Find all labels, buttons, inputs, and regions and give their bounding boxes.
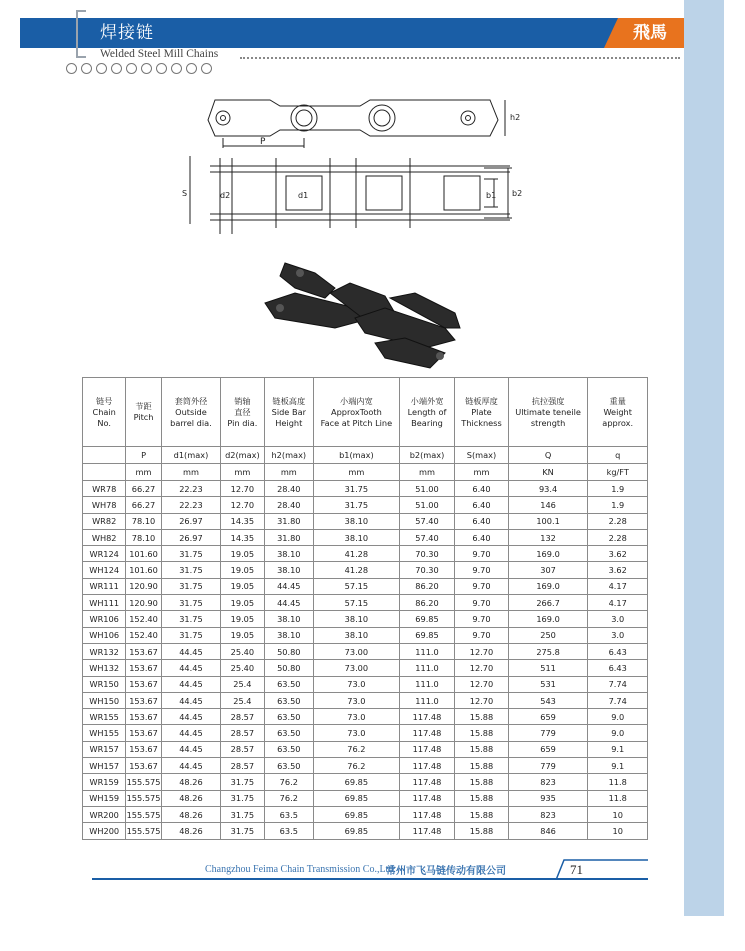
chain-no-cell: WH132: [83, 660, 126, 676]
table-cell: 153.67: [126, 741, 161, 757]
table-cell: 9.0: [588, 709, 648, 725]
table-cell: 31.75: [221, 806, 264, 822]
table-cell: 15.88: [455, 709, 508, 725]
table-cell: 132: [508, 529, 588, 545]
table-cell: 9.70: [455, 611, 508, 627]
table-cell: 117.48: [399, 790, 454, 806]
table-cell: 38.10: [314, 627, 400, 643]
table-cell: 69.85: [314, 790, 400, 806]
col-header-chain-no: 链号 Chain No.: [83, 378, 126, 447]
table-cell: 31.75: [161, 546, 221, 562]
table-row: [83, 481, 648, 497]
unit-cell: mm: [161, 464, 221, 481]
table-cell: 9.1: [588, 741, 648, 757]
table-cell: 111.0: [399, 692, 454, 708]
unit-cell: mm: [126, 464, 161, 481]
table-cell: 4.17: [588, 578, 648, 594]
table-cell: 531: [508, 676, 588, 692]
table-cell: 111.0: [399, 676, 454, 692]
table-cell: 26.97: [161, 529, 221, 545]
col-header-pin-dia: 销轴 直径 Pin dia.: [221, 378, 264, 447]
table-cell: 44.45: [161, 758, 221, 774]
chain-no-cell: WR111: [83, 578, 126, 594]
symbol-cell: h2(max): [264, 447, 313, 464]
table-cell: 66.27: [126, 497, 161, 513]
table-cell: 153.67: [126, 725, 161, 741]
table-cell: 15.88: [455, 806, 508, 822]
table-cell: 117.48: [399, 823, 454, 839]
table-cell: 63.50: [264, 692, 313, 708]
table-cell: 31.80: [264, 513, 313, 529]
table-cell: 19.05: [221, 578, 264, 594]
table-row: [83, 692, 648, 708]
table-cell: 28.40: [264, 481, 313, 497]
table-cell: 3.0: [588, 611, 648, 627]
dotted-rule: [240, 57, 680, 59]
table-row: [83, 627, 648, 643]
table-cell: 9.0: [588, 725, 648, 741]
table-cell: 12.70: [455, 660, 508, 676]
table-cell: 15.88: [455, 725, 508, 741]
table-cell: 1.9: [588, 497, 648, 513]
table-cell: 9.70: [455, 562, 508, 578]
table-cell: 2.28: [588, 513, 648, 529]
table-cell: 111.0: [399, 660, 454, 676]
symbol-cell: b2(max): [399, 447, 454, 464]
table-cell: 12.70: [221, 497, 264, 513]
table-row: [83, 660, 648, 676]
chain-no-cell: WH155: [83, 725, 126, 741]
table-cell: 6.40: [455, 497, 508, 513]
table-cell: 9.70: [455, 627, 508, 643]
table-cell: 6.40: [455, 529, 508, 545]
chain-no-cell: WH159: [83, 790, 126, 806]
table-cell: 10: [588, 806, 648, 822]
chain-no-cell: WR124: [83, 546, 126, 562]
table-cell: 152.40: [126, 611, 161, 627]
col-header-plate-thickness: 链板厚度 Plate Thickness: [455, 378, 508, 447]
chain-no-cell: WR132: [83, 643, 126, 659]
table-cell: 69.85: [314, 823, 400, 839]
table-row: [83, 562, 648, 578]
table-cell: 41.28: [314, 562, 400, 578]
table-cell: 117.48: [399, 774, 454, 790]
table-row: [83, 676, 648, 692]
table-row: [83, 806, 648, 822]
table-cell: 101.60: [126, 546, 161, 562]
chain-no-cell: WH200: [83, 823, 126, 839]
table-cell: 38.10: [314, 529, 400, 545]
table-cell: 50.80: [264, 643, 313, 659]
table-cell: 152.40: [126, 627, 161, 643]
table-cell: 9.70: [455, 595, 508, 611]
chain-no-cell: WR200: [83, 806, 126, 822]
table-cell: 63.50: [264, 709, 313, 725]
table-cell: 169.0: [508, 578, 588, 594]
table-cell: 100.1: [508, 513, 588, 529]
table-cell: 63.50: [264, 725, 313, 741]
table-cell: 146: [508, 497, 588, 513]
table-row: [83, 497, 648, 513]
table-cell: 44.45: [161, 692, 221, 708]
table-cell: 73.0: [314, 709, 400, 725]
table-cell: 51.00: [399, 497, 454, 513]
chain-no-cell: WR78: [83, 481, 126, 497]
table-row: [83, 823, 648, 839]
table-cell: 76.2: [314, 758, 400, 774]
table-cell: 6.40: [455, 513, 508, 529]
table-cell: 69.85: [314, 774, 400, 790]
table-cell: 57.40: [399, 529, 454, 545]
table-cell: 44.45: [161, 660, 221, 676]
table-cell: 153.67: [126, 643, 161, 659]
table-cell: 63.50: [264, 676, 313, 692]
chain-no-cell: WH150: [83, 692, 126, 708]
table-cell: 66.27: [126, 481, 161, 497]
table-cell: 155.575: [126, 806, 161, 822]
table-cell: 44.45: [161, 643, 221, 659]
table-cell: 31.75: [161, 562, 221, 578]
table-cell: 155.575: [126, 790, 161, 806]
col-header-pitch: 节距 Pitch: [126, 378, 161, 447]
table-cell: 117.48: [399, 709, 454, 725]
table-cell: 22.23: [161, 481, 221, 497]
chain-no-cell: WR155: [83, 709, 126, 725]
table-cell: 76.2: [264, 790, 313, 806]
table-row: [83, 774, 648, 790]
table-cell: 2.28: [588, 529, 648, 545]
header-bracket: [76, 10, 86, 58]
col-header-side-bar-height: 链板高度 Side Bar Height: [264, 378, 313, 447]
table-cell: 111.0: [399, 643, 454, 659]
table-cell: 44.45: [264, 595, 313, 611]
table-cell: 31.80: [264, 529, 313, 545]
table-cell: 266.7: [508, 595, 588, 611]
table-row: [83, 643, 648, 659]
table-cell: 28.57: [221, 741, 264, 757]
table-cell: 3.62: [588, 562, 648, 578]
table-cell: 10: [588, 823, 648, 839]
table-cell: 86.20: [399, 595, 454, 611]
table-cell: 15.88: [455, 774, 508, 790]
table-cell: 9.1: [588, 758, 648, 774]
table-cell: 19.05: [221, 611, 264, 627]
label-b2: b2: [512, 189, 523, 198]
table-cell: 31.75: [221, 790, 264, 806]
col-header-outside-barrel: 套筒外径 Outside barrel dia.: [161, 378, 221, 447]
decorative-circles: [66, 63, 212, 74]
table-cell: 823: [508, 774, 588, 790]
table-cell: 9.70: [455, 578, 508, 594]
label-d2: d2: [220, 191, 231, 200]
chain-no-cell: WH124: [83, 562, 126, 578]
table-cell: 70.30: [399, 546, 454, 562]
table-cell: 48.26: [161, 823, 221, 839]
table-cell: 25.40: [221, 660, 264, 676]
table-cell: 38.10: [314, 513, 400, 529]
table-cell: 78.10: [126, 529, 161, 545]
symbol-cell: P: [126, 447, 161, 464]
page-subtitle: Welded Steel Mill Chains: [100, 48, 219, 60]
table-cell: 73.00: [314, 643, 400, 659]
table-cell: 44.45: [161, 725, 221, 741]
table-cell: 31.75: [221, 823, 264, 839]
chain-no-cell: WR82: [83, 513, 126, 529]
table-cell: 12.70: [455, 643, 508, 659]
table-cell: 73.0: [314, 692, 400, 708]
table-cell: 25.4: [221, 676, 264, 692]
table-cell: 3.62: [588, 546, 648, 562]
table-cell: 19.05: [221, 595, 264, 611]
table-cell: 50.80: [264, 660, 313, 676]
chain-no-cell: WR106: [83, 611, 126, 627]
table-cell: 69.85: [314, 806, 400, 822]
table-cell: 15.88: [455, 741, 508, 757]
chain-no-cell: WH106: [83, 627, 126, 643]
table-cell: 28.57: [221, 725, 264, 741]
table-cell: 57.40: [399, 513, 454, 529]
table-cell: 14.35: [221, 513, 264, 529]
table-cell: 38.10: [264, 562, 313, 578]
col-header-weight: 重量 Weight approx.: [588, 378, 648, 447]
table-cell: 19.05: [221, 546, 264, 562]
table-cell: 307: [508, 562, 588, 578]
table-cell: 155.575: [126, 823, 161, 839]
label-pitch: P: [260, 137, 266, 147]
unit-cell: mm: [455, 464, 508, 481]
table-cell: 26.97: [161, 513, 221, 529]
table-cell: 22.23: [161, 497, 221, 513]
table-cell: 169.0: [508, 546, 588, 562]
table-cell: 38.10: [314, 611, 400, 627]
chain-no-cell: WH82: [83, 529, 126, 545]
table-row: [83, 546, 648, 562]
table-cell: 169.0: [508, 611, 588, 627]
table-cell: 6.40: [455, 481, 508, 497]
table-cell: 101.60: [126, 562, 161, 578]
symbol-cell: q: [588, 447, 648, 464]
table-row: [83, 611, 648, 627]
table-cell: 25.40: [221, 643, 264, 659]
table-cell: 44.45: [161, 741, 221, 757]
table-cell: 38.10: [264, 627, 313, 643]
table-cell: 155.575: [126, 774, 161, 790]
symbol-cell: d1(max): [161, 447, 221, 464]
table-cell: 38.10: [264, 546, 313, 562]
table-row: [83, 513, 648, 529]
table-cell: 823: [508, 806, 588, 822]
table-cell: 6.43: [588, 660, 648, 676]
table-cell: 659: [508, 741, 588, 757]
unit-cell-empty: [83, 464, 126, 481]
table-cell: 11.8: [588, 790, 648, 806]
table-body: [83, 447, 648, 840]
symbol-cell: S(max): [455, 447, 508, 464]
table-cell: 51.00: [399, 481, 454, 497]
label-s: S: [182, 189, 188, 198]
table-cell: 31.75: [314, 497, 400, 513]
table-cell: 28.40: [264, 497, 313, 513]
table-symbol-row: [83, 447, 648, 464]
table-cell: 117.48: [399, 758, 454, 774]
table-row: [83, 709, 648, 725]
table-cell: 28.57: [221, 758, 264, 774]
footer-company-cn: 常州市飞马链传动有限公司: [386, 866, 506, 877]
chain-drawing: [180, 88, 530, 248]
table-cell: 38.10: [264, 611, 313, 627]
table-cell: 48.26: [161, 806, 221, 822]
table-cell: 31.75: [314, 481, 400, 497]
table-cell: 69.85: [399, 611, 454, 627]
table-cell: 153.67: [126, 676, 161, 692]
table-cell: 86.20: [399, 578, 454, 594]
table-cell: 779: [508, 725, 588, 741]
table-row: [83, 578, 648, 594]
table-cell: 12.70: [221, 481, 264, 497]
table-cell: 31.75: [221, 774, 264, 790]
table-cell: 76.2: [314, 741, 400, 757]
unit-cell: mm: [314, 464, 400, 481]
table-cell: 11.8: [588, 774, 648, 790]
table-cell: 7.74: [588, 692, 648, 708]
table-cell: 275.8: [508, 643, 588, 659]
col-header-tensile-strength: 抗拉强度 Ultimate teneile strength: [508, 378, 588, 447]
table-cell: 7.74: [588, 676, 648, 692]
unit-cell: mm: [399, 464, 454, 481]
table-cell: 48.26: [161, 790, 221, 806]
table-cell: 19.05: [221, 627, 264, 643]
table-cell: 31.75: [161, 578, 221, 594]
table-cell: 31.75: [161, 611, 221, 627]
page-title: 焊接链: [100, 23, 154, 43]
table-cell: 44.45: [264, 578, 313, 594]
table-cell: 19.05: [221, 562, 264, 578]
table-cell: 69.85: [399, 627, 454, 643]
table-cell: 73.00: [314, 660, 400, 676]
table-cell: 31.75: [161, 627, 221, 643]
label-h2: h2: [510, 113, 521, 122]
table-cell: 153.67: [126, 692, 161, 708]
side-margin-bar: [684, 0, 724, 916]
table-cell: 15.88: [455, 758, 508, 774]
table-cell: 3.0: [588, 627, 648, 643]
table-cell: 12.70: [455, 676, 508, 692]
table-cell: 44.45: [161, 676, 221, 692]
label-d1: d1: [298, 191, 309, 200]
table-cell: 73.0: [314, 676, 400, 692]
table-cell: 57.15: [314, 578, 400, 594]
table-unit-row: [83, 464, 648, 481]
table-cell: 153.67: [126, 709, 161, 725]
table-cell: 78.10: [126, 513, 161, 529]
table-cell: 543: [508, 692, 588, 708]
table-cell: 63.5: [264, 823, 313, 839]
table-cell: 779: [508, 758, 588, 774]
table-cell: 48.26: [161, 774, 221, 790]
table-cell: 25.4: [221, 692, 264, 708]
brand-logo: 飛馬: [633, 23, 667, 43]
chain-photo: [255, 258, 475, 373]
table-cell: 153.67: [126, 758, 161, 774]
chain-no-cell: WH157: [83, 758, 126, 774]
table-cell: 846: [508, 823, 588, 839]
table-cell: 63.50: [264, 758, 313, 774]
table-cell: 935: [508, 790, 588, 806]
table-cell: 1.9: [588, 481, 648, 497]
table-cell: 31.75: [161, 595, 221, 611]
table-cell: 9.70: [455, 546, 508, 562]
table-cell: 63.5: [264, 806, 313, 822]
table-cell: 76.2: [264, 774, 313, 790]
table-row: [83, 529, 648, 545]
unit-cell: kg/FT: [588, 464, 648, 481]
chain-no-cell: WH111: [83, 595, 126, 611]
symbol-cell-empty: [83, 447, 126, 464]
page-number: 71: [570, 862, 583, 877]
table-cell: 117.48: [399, 806, 454, 822]
table-header-row: [83, 378, 648, 447]
footer-company-en: Changzhou Feima Chain Transmission Co.,Ltd.: [205, 864, 396, 875]
chain-no-cell: WR159: [83, 774, 126, 790]
table-cell: 120.90: [126, 595, 161, 611]
table-cell: 4.17: [588, 595, 648, 611]
table-cell: 15.88: [455, 823, 508, 839]
table-cell: 15.88: [455, 790, 508, 806]
spec-table: [82, 377, 648, 840]
symbol-cell: Q: [508, 447, 588, 464]
table-cell: 70.30: [399, 562, 454, 578]
table-cell: 93.4: [508, 481, 588, 497]
table-cell: 41.28: [314, 546, 400, 562]
table-row: [83, 725, 648, 741]
table-cell: 659: [508, 709, 588, 725]
chain-no-cell: WR157: [83, 741, 126, 757]
col-header-tooth-face: 小端内宽 ApproxTooth Face at Pitch Line: [314, 378, 400, 447]
table-row: [83, 741, 648, 757]
table-row: [83, 758, 648, 774]
table-cell: 14.35: [221, 529, 264, 545]
table-cell: 57.15: [314, 595, 400, 611]
table-row: [83, 790, 648, 806]
chain-no-cell: WH78: [83, 497, 126, 513]
label-b1: b1: [486, 191, 497, 200]
table-cell: 117.48: [399, 725, 454, 741]
table-cell: 250: [508, 627, 588, 643]
table-cell: 117.48: [399, 741, 454, 757]
table-cell: 153.67: [126, 660, 161, 676]
symbol-cell: d2(max): [221, 447, 264, 464]
chain-no-cell: WR150: [83, 676, 126, 692]
unit-cell: KN: [508, 464, 588, 481]
table-cell: 511: [508, 660, 588, 676]
table-row: [83, 595, 648, 611]
table-cell: 12.70: [455, 692, 508, 708]
table-cell: 44.45: [161, 709, 221, 725]
table-cell: 6.43: [588, 643, 648, 659]
col-header-length-bearing: 小端外宽 Length of Bearing: [399, 378, 454, 447]
unit-cell: mm: [221, 464, 264, 481]
unit-cell: mm: [264, 464, 313, 481]
table-cell: 120.90: [126, 578, 161, 594]
symbol-cell: b1(max): [314, 447, 400, 464]
table-cell: 63.50: [264, 741, 313, 757]
table-cell: 73.0: [314, 725, 400, 741]
table-cell: 28.57: [221, 709, 264, 725]
